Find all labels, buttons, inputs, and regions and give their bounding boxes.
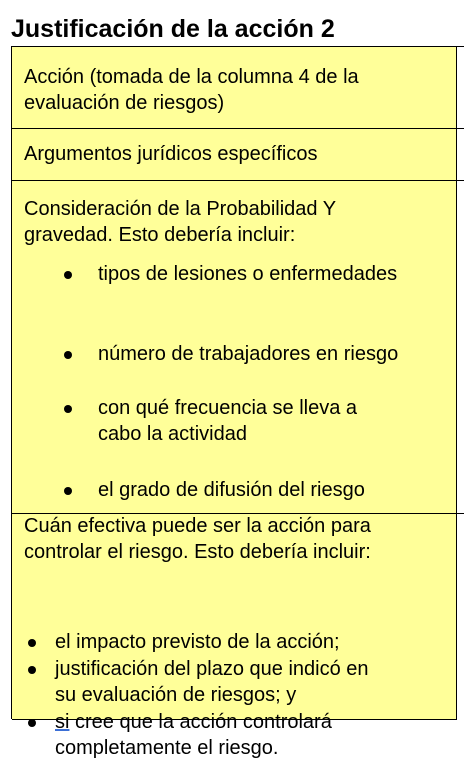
list-item: número de trabajadores en riesgo <box>98 343 399 365</box>
effectiveness-intro: Cuán efectiva puede ser la acción para controlar el riesgo. Esto debería incluir: <box>24 515 371 563</box>
list-item: con qué frecuencia se lleva a cabo la actividad <box>98 397 358 445</box>
table-row-legal-arguments <box>12 129 457 181</box>
table-row-action <box>12 47 457 129</box>
bullet-icon <box>64 405 72 413</box>
list-item: tipos de lesiones o enfermedades <box>98 263 398 285</box>
legal-arguments-label: Argumentos jurídicos específicos <box>24 143 318 165</box>
bullet-icon <box>28 639 36 647</box>
list-item <box>55 709 332 761</box>
list-item: el grado de difusión del riesgo <box>98 479 365 501</box>
bullet-icon <box>64 271 72 279</box>
bullet-icon <box>64 351 72 359</box>
table-row-probability-severity <box>12 181 457 514</box>
table-cell-response <box>457 129 464 181</box>
action-label: Acción (tomada de la columna 4 de la evaluación de riesgos) <box>24 66 359 114</box>
justification-table <box>11 46 464 759</box>
list-item-text: cree que la acción controlará completamente el riesgo. <box>55 711 332 759</box>
list-item: justificación del plazo que indicó en su evaluación de riesgos; y <box>55 658 369 706</box>
document-title: Justificación de la acción 2 <box>11 15 335 43</box>
table-cell-response <box>457 514 464 719</box>
list-item: el impacto previsto de la acción; <box>55 631 340 653</box>
bullet-icon <box>64 487 72 495</box>
probability-intro: Consideración de la Probabilidad Y gravedad. Esto debería incluir: <box>24 198 337 246</box>
table-cell-response <box>457 181 464 514</box>
bullet-icon <box>28 666 36 674</box>
table-cell-response <box>457 47 464 129</box>
underlined-word: si <box>55 711 70 733</box>
table-row-effectiveness <box>12 514 457 759</box>
